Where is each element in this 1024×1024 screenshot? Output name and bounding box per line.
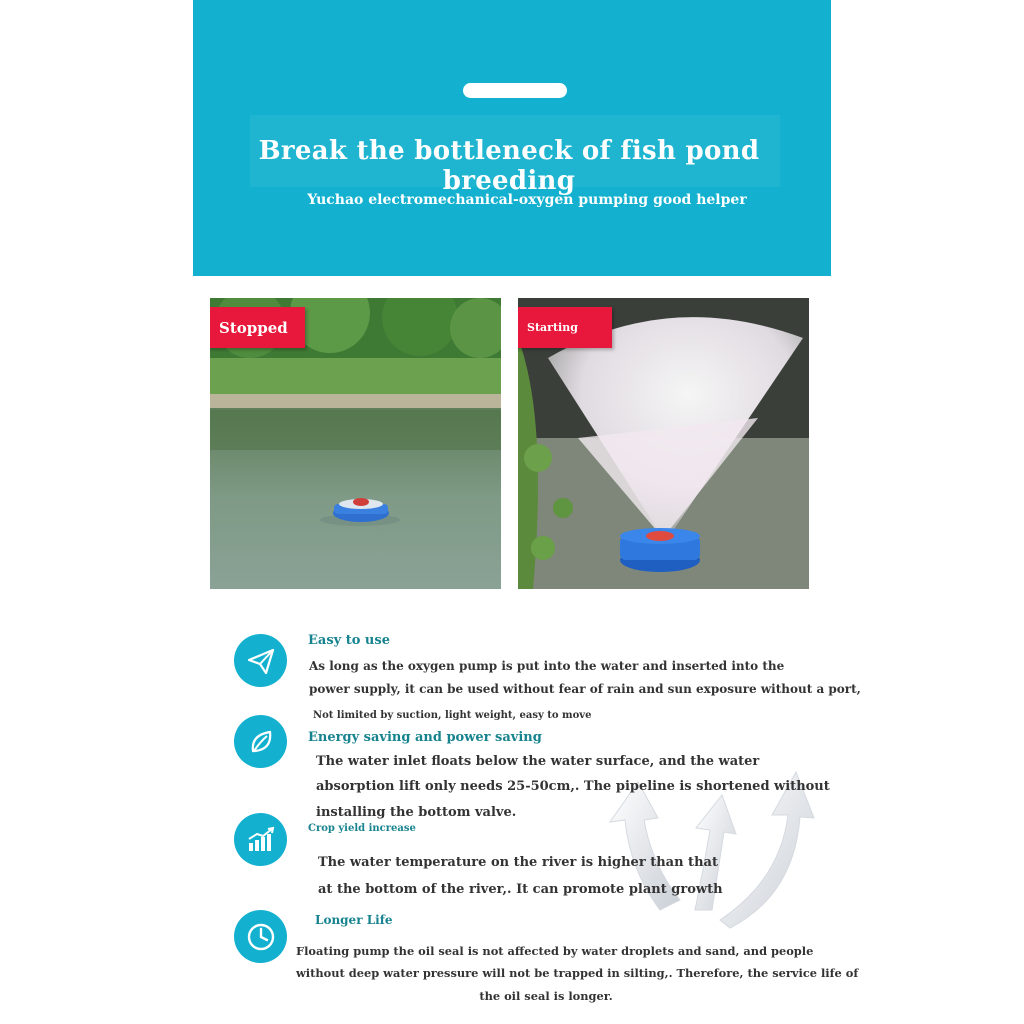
feature-text-line: installing the bottom valve.: [316, 805, 517, 820]
feature-text-line: power supply, it can be used without fear of rain and sun exposure without a port,: [309, 682, 861, 696]
growth-chart-icon: [234, 813, 287, 866]
stopped-label: Stopped: [210, 307, 305, 348]
paper-plane-icon: [234, 634, 287, 687]
leaf-icon: [234, 715, 287, 768]
photo-pump-stopped: [210, 298, 501, 589]
feature-text-line: The water temperature on the river is higher than that: [318, 855, 718, 870]
feature-text-line: absorption lift only needs 25-50cm,. The pipeline is shortened without: [316, 779, 830, 794]
feature-title-easy-to-use: Easy to use: [308, 633, 390, 648]
starting-label: Starting: [518, 307, 612, 348]
feature-title-energy-saving: Energy saving and power saving: [308, 730, 542, 745]
feature-text-line: without deep water pressure will not be trapped in silting,. Therefore, the service life of: [296, 966, 859, 980]
feature-text-line: at the bottom of the river,. It can promote plant growth: [318, 882, 723, 897]
feature-text-line: the oil seal is longer.: [479, 989, 613, 1003]
page-subtitle: Yuchao electromechanical-oxygen pumping good helper: [307, 192, 747, 208]
feature-title-crop-yield: Crop yield increase: [308, 823, 416, 834]
feature-text-line: The water inlet floats below the water surface, and the water: [316, 754, 760, 769]
feature-text-line: As long as the oxygen pump is put into the water and inserted into the: [309, 659, 785, 673]
photo-pump-starting: [518, 298, 809, 589]
page-title: Break the bottleneck of fish pond breeding: [258, 136, 760, 196]
header-banner: [193, 0, 831, 276]
banner-handle: [463, 83, 567, 98]
feature-title-longer-life: Longer Life: [315, 913, 393, 927]
feature-text-line: Not limited by suction, light weight, easy to move: [313, 710, 592, 721]
clock-icon: [234, 910, 287, 963]
feature-text-line: Floating pump the oil seal is not affected by water droplets and sand, and people: [296, 944, 814, 958]
